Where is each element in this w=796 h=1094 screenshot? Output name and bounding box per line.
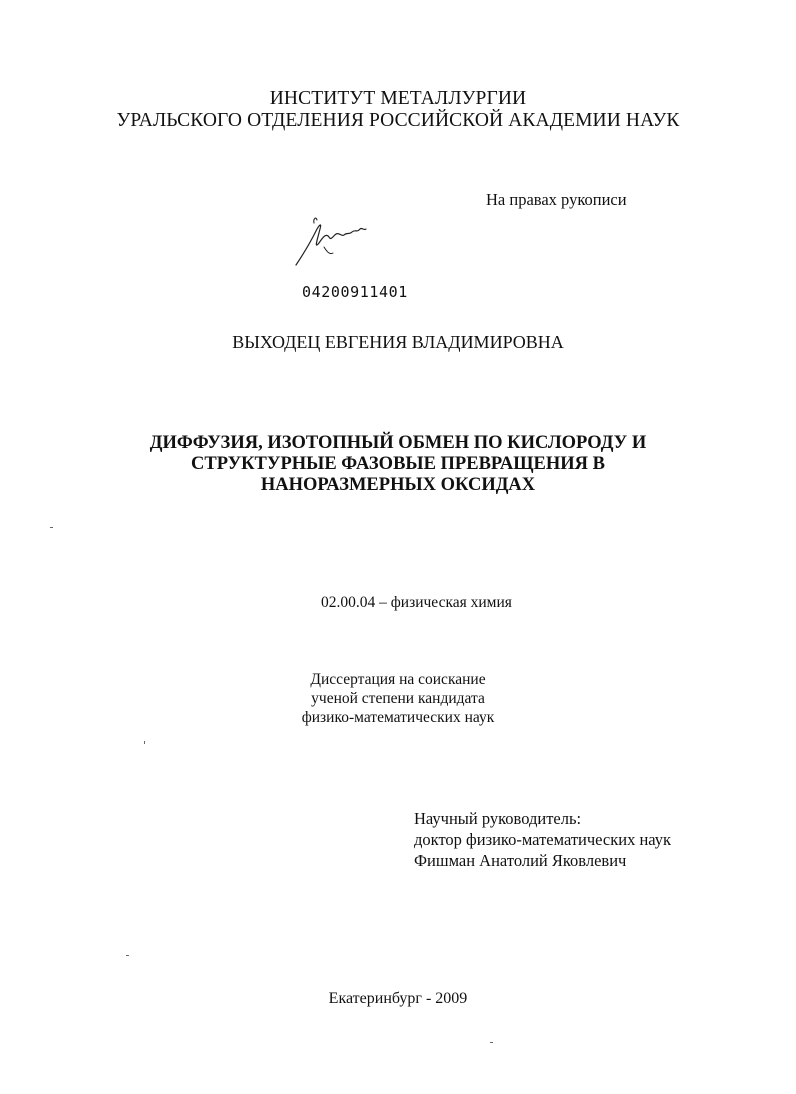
document-code: 04200911401 [302, 283, 408, 301]
scan-speck [126, 955, 129, 956]
title-line-1: ДИФФУЗИЯ, ИЗОТОПНЫЙ ОБМЕН ПО КИСЛОРОДУ И [149, 433, 647, 453]
degree-statement [0, 670, 796, 727]
institute-line-2: УРАЛЬСКОГО ОТДЕЛЕНИЯ РОССИЙСКОЙ АКАДЕМИИ НАУК [116, 110, 680, 131]
degree-line-2: ученой степени кандидата [311, 690, 485, 707]
institute-line-1: ИНСТИТУТ МЕТАЛЛУРГИИ [269, 88, 527, 109]
supervisor-block [414, 808, 671, 871]
signature [286, 213, 370, 273]
supervisor-rank: доктор физико-математических наук [414, 830, 672, 849]
author-name: ВЫХОДЕЦ ЕВГЕНИЯ ВЛАДИМИРОВНА [232, 332, 564, 352]
scan-speck [490, 1042, 493, 1043]
city-year: Екатеринбург - 2009 [328, 990, 468, 1007]
supervisor-label: Научный руководитель: [414, 809, 582, 828]
supervisor-name: Фишман Анатолий Яковлевич [414, 851, 627, 870]
specialty-code: 02.00.04 – физическая химия [321, 594, 512, 611]
degree-line-1: Диссертация на соискание [310, 671, 486, 688]
title-line-2: СТРУКТУРНЫЕ ФАЗОВЫЕ ПРЕВРАЩЕНИЯ В [191, 454, 605, 474]
dissertation-title [0, 433, 796, 496]
degree-line-3: физико-математических наук [301, 709, 495, 726]
manuscript-rights-note: На правах рукописи [486, 190, 627, 209]
scan-speck [144, 741, 145, 744]
scan-speck [50, 527, 53, 528]
title-line-3: НАНОРАЗМЕРНЫХ ОКСИДАХ [260, 475, 536, 495]
institute-header [0, 88, 796, 132]
